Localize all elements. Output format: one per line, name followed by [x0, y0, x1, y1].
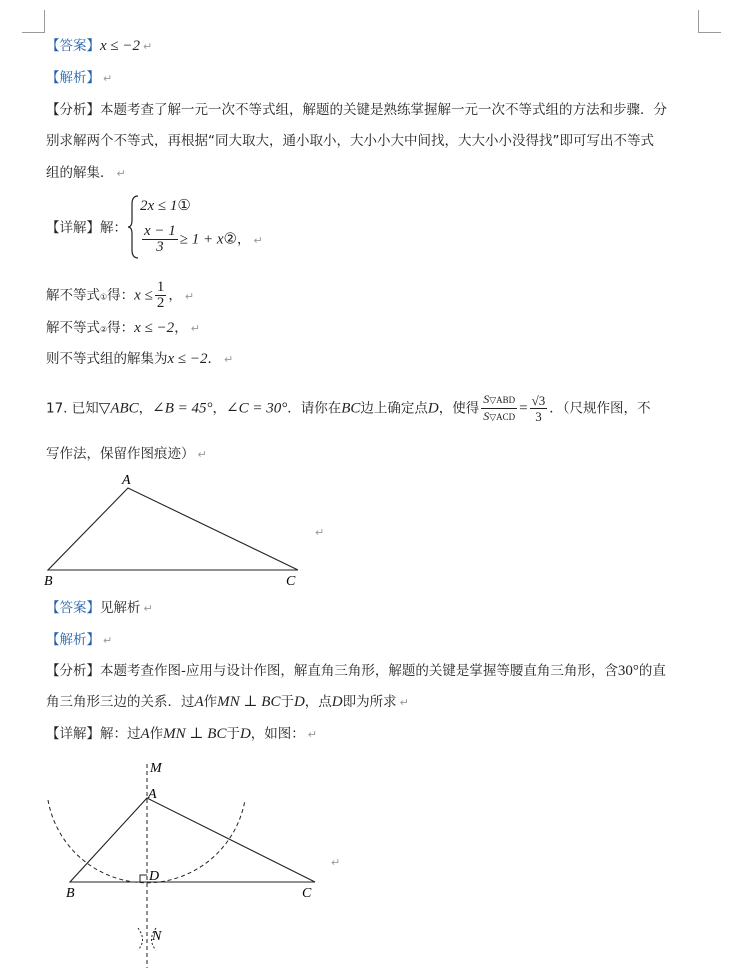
stem-e: 边上确定点	[360, 400, 428, 417]
fraction-denominator: 3	[156, 239, 164, 255]
solve1-mark: ①	[100, 292, 108, 302]
q17-fenxi-line1	[46, 661, 666, 681]
system-fraction	[142, 224, 178, 255]
return-mark: ↵	[143, 602, 153, 615]
answer-text: 见解析	[100, 600, 141, 616]
fenxi-2c: 作	[203, 694, 218, 710]
crop-mark-top-left	[22, 10, 45, 33]
crop-mark-top-right	[698, 10, 721, 33]
detail-f: D	[239, 726, 251, 742]
return-mark: ↵	[103, 634, 113, 647]
fenxi-2f: D	[293, 694, 305, 710]
solve1-tail: ，	[168, 287, 182, 304]
q16-fenxi-line1	[46, 100, 667, 120]
area-subscript: ▽ACD	[489, 412, 516, 422]
return-mark: ↵	[116, 167, 126, 180]
ratio-value-numerator: √3	[531, 393, 546, 408]
ratio-value	[530, 393, 548, 424]
solve1-numerator: 1	[156, 279, 165, 295]
detail-label: 解：	[100, 220, 127, 236]
fenxi-1e: 的直	[638, 663, 666, 679]
intersection-arc-left	[138, 928, 143, 950]
detail-tag: 【详解】	[46, 220, 100, 236]
circled-two: ②	[223, 231, 237, 248]
triangle-figure	[40, 470, 330, 590]
stem-angle-b: ∠B = 45°	[152, 400, 213, 417]
solve1-get: 得：	[107, 287, 135, 304]
return-mark: ↵	[197, 448, 207, 461]
solve1-label: 解不等式	[46, 287, 100, 304]
label-a: A	[122, 473, 131, 488]
answer-tag: 【答案】	[46, 600, 100, 616]
stem-b: ，	[138, 400, 153, 417]
detail-g: ，如图：	[250, 726, 305, 742]
solve1-denominator: 2	[156, 295, 165, 311]
q16-fenxi-line3	[46, 163, 126, 184]
fenxi-2a: 角三角形三边的关系．过	[46, 694, 195, 710]
fenxi-2g: ，点	[304, 694, 332, 710]
fenxi-text-1: 本题考查了解一元一次不等式组，解题的关键是熟练掌握解一元一次不等式组的方法和步骤．分	[100, 102, 667, 118]
q16-detail-label	[46, 218, 127, 238]
stem-f: ，使得	[438, 400, 480, 417]
q17-stem-line2	[46, 444, 207, 465]
area-ratio-numerator	[481, 392, 517, 409]
fenxi-1b: -	[181, 663, 186, 679]
return-mark: ↵	[184, 289, 195, 303]
system-brace	[128, 194, 140, 260]
solve2-get: 得：	[107, 320, 135, 336]
q16-answer-line	[46, 36, 152, 57]
stem-d: ．请你在	[287, 400, 342, 417]
fenxi-tag: 【分析】	[46, 663, 100, 679]
area-symbol: S	[483, 409, 490, 423]
return-mark: ↵	[190, 322, 200, 335]
detail-b: A	[140, 726, 150, 742]
conclusion-tail: ．	[207, 351, 222, 367]
fenxi-2h: D	[331, 694, 343, 710]
solve2-label: 解不等式	[46, 320, 100, 336]
return-mark: ↵	[315, 526, 325, 539]
fenxi-2i: 即为所求	[342, 694, 397, 710]
stem-point-d: D	[427, 400, 439, 417]
fenxi-2e: 于	[280, 694, 294, 710]
system-tail: ，	[237, 231, 251, 248]
solve2-math: x ≤ −2	[134, 320, 175, 336]
label-b: B	[66, 886, 75, 901]
fenxi-2d: MN ⊥ BC	[217, 694, 281, 710]
analysis-tag: 【解析】	[46, 70, 100, 86]
triangle-abc-construction	[70, 798, 315, 882]
detail-d: MN ⊥ BC	[163, 726, 227, 742]
q17-analysis-line	[46, 630, 112, 651]
stem-triangle: ▽ABC	[98, 400, 139, 417]
q17-stem-line1	[46, 392, 651, 425]
area-ratio-denominator	[481, 409, 517, 425]
triangle-abc	[48, 488, 298, 570]
stem-c: ，	[212, 400, 227, 417]
label-m: M	[150, 761, 162, 776]
q16-conclusion-line	[46, 349, 233, 370]
q16-solve2-line	[46, 318, 200, 340]
fenxi-2b: A	[194, 694, 204, 710]
answer-math: x ≤ −2	[100, 38, 141, 54]
label-n: N	[152, 929, 162, 944]
q16-solve1-line	[46, 280, 194, 311]
return-mark: ↵	[143, 40, 153, 53]
detail-c: 作	[149, 726, 164, 742]
label-d: D	[149, 869, 160, 884]
label-a: A	[148, 787, 157, 802]
detail-e: 于	[226, 726, 240, 742]
circled-one: ①	[177, 198, 191, 214]
return-mark: ↵	[253, 233, 263, 247]
construction-figure	[40, 758, 340, 973]
label-c: C	[302, 886, 312, 901]
stem-bc: BC	[341, 400, 361, 417]
fenxi-text-2: 别求解两个不等式，再根据“同大取大，通小取小，大小小大中间找，大大小小没得找”即可写出不等式	[46, 133, 654, 149]
fenxi-1a: 本题考查作图	[100, 663, 181, 679]
detail-a: 解：过	[100, 726, 141, 742]
stem-a: 已知	[71, 400, 99, 417]
solve1-math: x ≤	[134, 287, 153, 304]
fenxi-1d: 30°	[617, 663, 639, 679]
system-line-1	[140, 196, 191, 216]
conclusion-math: x ≤ −2	[167, 351, 208, 367]
return-mark: ↵	[224, 353, 234, 366]
system-ineq-2-rest: ≥ 1 + x	[179, 231, 224, 248]
return-mark: ↵	[331, 856, 341, 869]
stem-g: ．（尺规作图，不	[549, 400, 651, 417]
area-symbol: S	[483, 392, 490, 406]
label-b: B	[44, 574, 53, 589]
answer-tag: 【答案】	[46, 38, 100, 54]
q17-answer-line	[46, 598, 153, 619]
stem-angle-c: ∠C = 30°	[226, 400, 288, 417]
q17-detail-line	[46, 724, 317, 745]
fenxi-1c: 应用与设计作图，解直角三角形，解题的关键是掌握等腰直角三角形，含	[185, 663, 618, 679]
fenxi-tag: 【分析】	[46, 102, 100, 118]
q17-fenxi-line2	[46, 692, 409, 713]
return-mark: ↵	[307, 728, 318, 741]
solve2-tail: ，	[174, 320, 188, 336]
area-ratio	[481, 392, 517, 425]
ratio-value-denominator: 3	[535, 409, 542, 424]
right-angle-mark	[140, 875, 147, 882]
system-line-2	[140, 224, 263, 255]
return-mark: ↵	[399, 696, 409, 709]
question-number: 17.	[46, 400, 68, 417]
analysis-tag: 【解析】	[46, 632, 100, 648]
detail-tag: 【详解】	[46, 726, 100, 742]
q16-fenxi-line2	[46, 131, 654, 151]
fraction-numerator: x − 1	[144, 223, 176, 239]
ratio-equals: =	[519, 400, 528, 417]
solve1-fraction	[155, 280, 167, 311]
return-mark: ↵	[103, 72, 113, 85]
stem-line2: 写作法，保留作图痕迹）	[46, 446, 195, 462]
conclusion-text: 则不等式组的解集为	[46, 351, 168, 367]
label-c: C	[286, 574, 296, 589]
system-ineq-1: 2x ≤ 1	[140, 198, 178, 214]
area-subscript: ▽ABD	[489, 395, 516, 405]
fenxi-text-3: 组的解集．	[46, 165, 114, 181]
q16-analysis-line	[46, 68, 112, 89]
solve2-mark: ②	[100, 325, 108, 334]
